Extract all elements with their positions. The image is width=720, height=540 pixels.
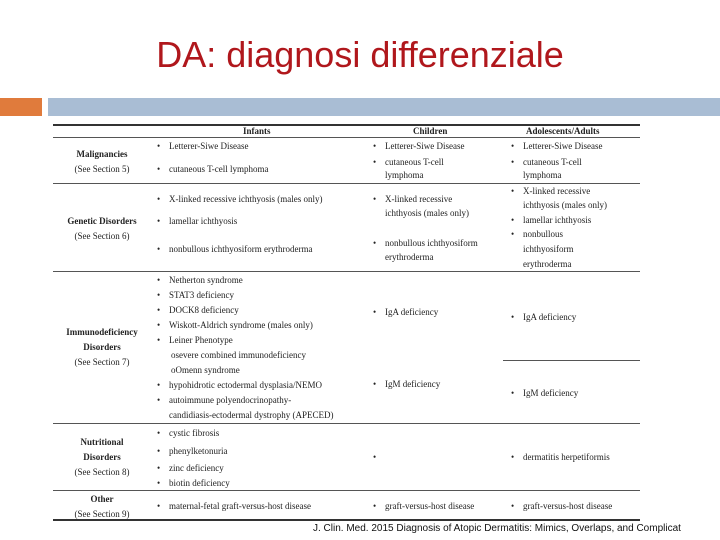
list-item-continuation: lymphoma <box>385 170 424 180</box>
list-item: • X-linked recessive ichthyosis (males only) <box>157 194 323 204</box>
category-genetic <box>53 214 151 244</box>
list-item-continuation: erythroderma <box>523 259 572 269</box>
category-label: Malignancies <box>76 149 128 159</box>
list-item: • lamellar ichthyosis <box>511 215 592 225</box>
accent-bar-blue <box>48 98 720 116</box>
list-item: • graft-versus-host disease <box>373 501 475 511</box>
row-rule <box>53 271 640 272</box>
list-item: • Wiskott-Aldrich syndrome (males only) <box>157 320 313 330</box>
list-item: • cystic fibrosis <box>157 428 220 438</box>
row-rule <box>53 183 640 184</box>
list-item: • maternal-fetal graft-versus-host disease <box>157 501 311 511</box>
category-malignancies <box>53 147 151 177</box>
list-item: • DOCK8 deficiency <box>157 305 239 315</box>
differential-diagnosis-table <box>53 122 640 522</box>
category-label-line2: Disorders <box>83 342 121 352</box>
category-section: (See Section 6) <box>74 231 130 241</box>
category-label: Other <box>90 494 114 504</box>
list-item: • IgM deficiency <box>511 388 579 398</box>
category-label: Nutritional <box>80 437 124 447</box>
list-item: • STAT3 deficiency <box>157 290 235 300</box>
list-item: • Letterer-Siwe Disease <box>511 141 603 151</box>
list-item: • dermatitis herpetiformis <box>511 452 610 462</box>
category-section: (See Section 5) <box>74 164 130 174</box>
list-item: • phenylketonuria <box>157 446 228 456</box>
row-rule <box>53 490 640 491</box>
header-infants: Infants <box>243 126 271 136</box>
list-item: • autoimmune polyendocrinopathy- <box>157 395 292 405</box>
list-item: • X-linked recessive <box>511 186 591 196</box>
category-section: (See Section 9) <box>74 509 130 519</box>
category-label: Immunodeficiency <box>66 327 138 337</box>
list-item: • IgM deficiency <box>373 379 441 389</box>
list-item: • X-linked recessive <box>373 194 453 204</box>
list-item-continuation: ichthyosiform <box>523 244 574 254</box>
list-item: • Letterer-Siwe Disease <box>157 141 249 151</box>
table-bottom-rule <box>53 519 640 521</box>
list-item: • graft-versus-host disease <box>511 501 613 511</box>
citation: J. Clin. Med. 2015 Diagnosis of Atopic Dermatitis: Mimics, Overlaps, and Complicat <box>313 523 681 534</box>
list-item: • cutaneous T-cell lymphoma <box>157 164 269 174</box>
list-item: • Letterer-Siwe Disease <box>373 141 465 151</box>
category-section: (See Section 8) <box>74 467 130 477</box>
category-section: (See Section 7) <box>74 357 130 367</box>
list-item: • hypohidrotic ectodermal dysplasia/NEMO <box>157 380 322 390</box>
list-item: • IgA deficiency <box>511 312 577 322</box>
list-item: • biotin deficiency <box>157 478 230 488</box>
list-item-continuation: lymphoma <box>523 170 562 180</box>
list-item: • cutaneous T-cell <box>511 157 582 167</box>
list-item-continuation: erythroderma <box>385 252 434 262</box>
list-item-continuation: candidiasis-ectodermal dystrophy (APECED) <box>169 410 334 420</box>
header-rule <box>53 137 640 138</box>
list-item-continuation: ichthyosis (males only) <box>523 200 607 210</box>
list-item: • nonbullous <box>511 229 564 239</box>
slide-title: DA: diagnosi differenziale <box>156 34 564 75</box>
list-item-continuation: ichthyosis (males only) <box>385 208 469 218</box>
header-children: Children <box>413 126 448 136</box>
sub-list-item: osevere combined immunodeficiency <box>171 350 306 360</box>
list-item: • cutaneous T-cell <box>373 157 444 167</box>
sub-list-item: oOmenn syndrome <box>171 365 240 375</box>
list-item: • Netherton syndrome <box>157 275 243 285</box>
list-item: • nonbullous ichthyosiform erythroderma <box>157 244 313 254</box>
accent-bar-orange <box>0 98 42 116</box>
category-immunodeficiency <box>53 325 151 370</box>
list-item: • Leiner Phenotype <box>157 335 233 345</box>
list-item: • IgA deficiency <box>373 307 439 317</box>
list-item: • zinc deficiency <box>157 463 224 473</box>
list-item: • nonbullous ichthyosiform <box>373 238 478 248</box>
category-label-line2: Disorders <box>83 452 121 462</box>
category-other <box>53 492 151 522</box>
row-rule <box>53 423 640 424</box>
header-adults: Adolescents/Adults <box>526 126 600 136</box>
category-nutritional <box>53 435 151 480</box>
list-item: • <box>373 452 377 462</box>
category-label: Genetic Disorders <box>67 216 137 226</box>
divider <box>503 360 640 361</box>
list-item: • lamellar ichthyosis <box>157 216 238 226</box>
